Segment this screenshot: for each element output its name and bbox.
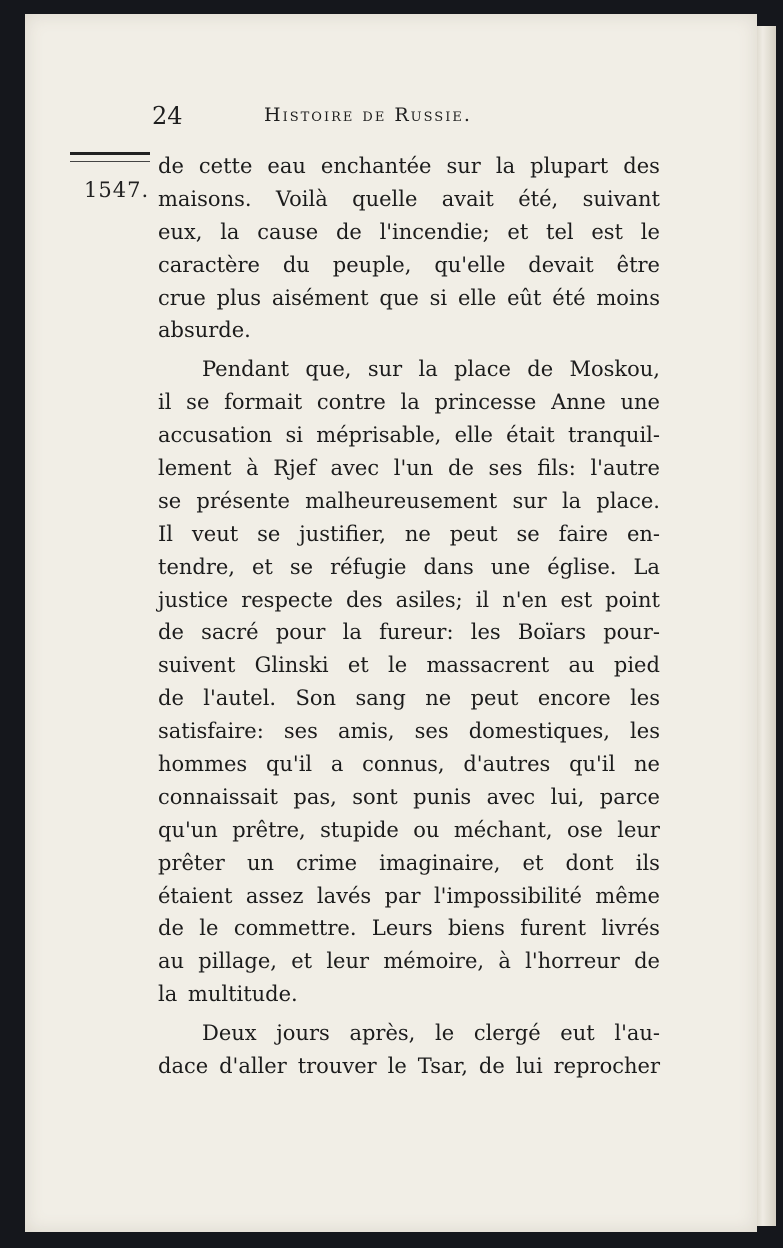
word: lavés <box>316 883 372 908</box>
word: les <box>630 686 660 711</box>
word: reprocher <box>553 1054 660 1079</box>
word: quelle <box>352 186 418 211</box>
word: pas, <box>293 784 337 809</box>
word: du <box>282 252 310 277</box>
word: étaient <box>158 883 233 908</box>
text-line <box>158 912 660 945</box>
word: ou <box>413 817 440 842</box>
word: massacrent <box>426 653 550 678</box>
word: est <box>560 587 593 612</box>
word: fureur: <box>379 620 454 645</box>
word: des <box>623 154 660 178</box>
word: qu'il <box>569 752 616 777</box>
word: suivent <box>158 653 236 678</box>
word: asiles; <box>395 587 463 612</box>
word: méprisable, <box>316 423 442 448</box>
word: de <box>158 620 184 645</box>
word: lui <box>515 1054 543 1079</box>
word: stupide <box>320 817 399 842</box>
word: n'en <box>502 587 548 612</box>
text-line: absurde. <box>158 318 251 343</box>
word: Pendant <box>202 357 290 382</box>
text-line <box>158 282 660 315</box>
word: et <box>291 949 313 974</box>
word: amis, <box>337 719 395 744</box>
text-line <box>158 814 660 847</box>
word: crime <box>296 850 358 875</box>
word: parce <box>599 784 660 809</box>
word: malheureusement <box>305 488 498 513</box>
word: la <box>220 219 240 244</box>
text-line <box>158 452 660 485</box>
text-line <box>158 616 660 649</box>
word: maisons. <box>158 186 252 211</box>
text-line <box>158 945 660 978</box>
text-line <box>158 880 660 913</box>
word: était <box>506 423 555 448</box>
word: Voilà <box>275 186 328 211</box>
word: enchantée <box>320 154 432 178</box>
word: biens <box>448 916 505 941</box>
word: pour <box>275 620 326 645</box>
word: pour- <box>603 620 660 645</box>
word: eau <box>267 154 306 178</box>
text-line <box>158 781 660 814</box>
word: sur <box>512 488 547 513</box>
word: être <box>616 252 660 277</box>
word: Moskou, <box>569 357 660 382</box>
page-number: 24 <box>152 102 183 130</box>
text-line <box>158 682 660 715</box>
word: satisfaire: <box>158 719 264 744</box>
word: peut <box>449 521 498 546</box>
word: jours <box>276 1021 330 1046</box>
word: dont <box>565 850 614 875</box>
word: de <box>448 456 474 481</box>
word: est <box>591 219 623 244</box>
word: il <box>475 587 490 612</box>
word: justifier, <box>299 521 386 546</box>
text-line <box>158 847 660 880</box>
word: réfugie <box>330 554 407 579</box>
word: eût <box>507 285 542 310</box>
word: connus, <box>362 752 445 777</box>
word: méchant, <box>453 817 553 842</box>
word: aisément <box>271 285 369 310</box>
word: sang <box>355 686 406 711</box>
word: avait <box>441 186 494 211</box>
word: eut <box>560 1021 595 1046</box>
word: les <box>630 719 660 744</box>
word: encore <box>537 686 611 711</box>
word: la <box>495 154 516 178</box>
word: respecte <box>241 587 333 612</box>
text-line <box>158 249 660 282</box>
word: eux, <box>158 219 203 244</box>
text-line <box>158 386 660 419</box>
word: un <box>246 850 275 875</box>
word: place <box>454 357 511 382</box>
word: assez <box>245 883 304 908</box>
word: punis <box>413 784 472 809</box>
text-line: la multitude. <box>158 982 298 1007</box>
word: après, <box>349 1021 416 1046</box>
word: à <box>246 456 259 481</box>
word: l'au- <box>614 1021 660 1046</box>
word: elle <box>454 423 493 448</box>
word: la <box>418 357 438 382</box>
word: La <box>633 554 660 579</box>
running-title: Histoire de Russie. <box>264 104 472 126</box>
text-line <box>158 649 660 682</box>
word: le <box>199 916 219 941</box>
text-line <box>158 150 660 183</box>
word: l'impossibilité <box>433 883 582 908</box>
word: l'autel. <box>203 686 277 711</box>
word: suivant <box>582 186 660 211</box>
word: ose <box>567 817 603 842</box>
word: église. <box>547 554 617 579</box>
word: et <box>252 554 273 579</box>
word: commettre. <box>233 916 357 941</box>
text-line <box>158 216 660 249</box>
word: ne <box>404 521 431 546</box>
margin-year: 1547. <box>84 178 150 202</box>
text-line <box>158 748 660 781</box>
word: avec <box>486 784 536 809</box>
word: le <box>388 653 408 678</box>
word: au <box>568 653 595 678</box>
word: une <box>620 390 660 415</box>
word: que, <box>305 357 352 382</box>
word: tranquil- <box>567 423 660 448</box>
paragraph <box>158 353 660 1011</box>
word: se <box>158 488 182 513</box>
word: Boïars <box>517 620 586 645</box>
word: été, <box>518 186 559 211</box>
word: plupart <box>530 154 609 178</box>
word: d'autres <box>463 752 551 777</box>
word: Tsar, <box>417 1054 468 1079</box>
word: été <box>552 285 586 310</box>
word: ne <box>425 686 452 711</box>
paragraph <box>158 1017 660 1083</box>
word: fils: <box>537 456 576 481</box>
word: le <box>640 219 660 244</box>
word: Deux <box>202 1021 257 1046</box>
word: peuple, <box>332 252 412 277</box>
word: présente <box>196 488 290 513</box>
text-line <box>158 584 660 617</box>
word: en- <box>626 521 660 546</box>
word: si <box>285 423 303 448</box>
word: de <box>527 357 554 382</box>
word: imaginaire, <box>379 850 501 875</box>
word: la <box>400 390 420 415</box>
word: l'autre <box>590 456 660 481</box>
word: domestiques, <box>468 719 610 744</box>
paragraph <box>158 150 660 347</box>
word: Glinski <box>254 653 329 678</box>
word: au <box>158 949 185 974</box>
word: qu'un <box>158 817 218 842</box>
text-line <box>158 485 660 518</box>
word: moins <box>596 285 660 310</box>
word: faire <box>558 521 609 546</box>
word: place. <box>596 488 660 513</box>
word: sacré <box>201 620 259 645</box>
body-text <box>158 150 660 1083</box>
word: peut <box>470 686 519 711</box>
word: leur <box>617 817 660 842</box>
word: si <box>429 285 448 310</box>
word: prêter <box>158 850 225 875</box>
word: hommes <box>158 752 248 777</box>
word: d'aller <box>219 1054 287 1079</box>
word: tendre, <box>158 554 235 579</box>
word: tel <box>546 219 574 244</box>
word: et <box>522 850 544 875</box>
word: furent <box>520 916 587 941</box>
word: sur <box>446 154 481 178</box>
word: des <box>345 587 383 612</box>
word: la <box>561 488 582 513</box>
word: qu'elle <box>434 252 506 277</box>
word: livrés <box>601 916 660 941</box>
word: une <box>490 554 531 579</box>
word: ils <box>635 850 660 875</box>
word: princesse <box>434 390 537 415</box>
word: elle <box>457 285 497 310</box>
word: clergé <box>473 1021 541 1046</box>
word: ses <box>414 719 449 744</box>
text-line <box>158 715 660 748</box>
word: pied <box>613 653 660 678</box>
word: que <box>379 285 419 310</box>
word: se <box>257 521 281 546</box>
word: ses <box>283 719 318 744</box>
word: même <box>595 883 660 908</box>
section-rule <box>70 152 150 162</box>
word: contre <box>316 390 386 415</box>
word: sont <box>352 784 398 809</box>
word: ne <box>634 752 660 777</box>
word: leur <box>326 949 370 974</box>
word: de <box>158 686 184 711</box>
word: à <box>498 949 511 974</box>
word: pillage, <box>198 949 277 974</box>
page-header <box>152 102 612 132</box>
word: l'incendie; <box>379 219 490 244</box>
word: cette <box>198 154 253 178</box>
word: devait <box>528 252 594 277</box>
text-line <box>158 1017 660 1050</box>
text-line <box>158 183 660 216</box>
word: qu'il <box>265 752 313 777</box>
word: Son <box>295 686 337 711</box>
word: se <box>516 521 540 546</box>
word: de <box>478 1054 505 1079</box>
word: justice <box>158 587 229 612</box>
word: a <box>330 752 344 777</box>
word: la <box>342 620 362 645</box>
word: cause <box>257 219 319 244</box>
word: se <box>186 390 210 415</box>
text-line <box>158 353 660 386</box>
word: de <box>335 219 362 244</box>
word: point <box>605 587 660 612</box>
word: et <box>347 653 369 678</box>
word: les <box>470 620 501 645</box>
word: avec <box>330 456 380 481</box>
word: connaissait <box>158 784 278 809</box>
word: l'horreur <box>525 949 620 974</box>
word: Rjef <box>273 456 316 481</box>
word: accusation <box>158 423 273 448</box>
word: formait <box>224 390 303 415</box>
word: dace <box>158 1054 209 1079</box>
word: se <box>289 554 314 579</box>
word: prêtre, <box>232 817 306 842</box>
word: il <box>158 390 172 415</box>
word: de <box>634 949 660 974</box>
word: de <box>158 916 184 941</box>
text-line <box>158 419 660 452</box>
word: de <box>158 154 184 178</box>
word: veut <box>191 521 239 546</box>
word: ses <box>488 456 523 481</box>
word: dans <box>423 554 474 579</box>
word: Leurs <box>371 916 433 941</box>
word: plus <box>216 285 262 310</box>
word: l'un <box>393 456 434 481</box>
word: sur <box>367 357 403 382</box>
word: le <box>387 1054 407 1079</box>
word: par <box>384 883 421 908</box>
word: caractère <box>158 252 260 277</box>
word: le <box>435 1021 455 1046</box>
word: lui, <box>550 784 585 809</box>
text-line <box>158 551 660 584</box>
word: Anne <box>551 390 606 415</box>
word: mémoire, <box>383 949 485 974</box>
word: lement <box>158 456 232 481</box>
word: trouver <box>297 1054 377 1079</box>
text-line <box>158 1050 660 1083</box>
text-line <box>158 518 660 551</box>
word: et <box>507 219 529 244</box>
word: Il <box>158 521 174 546</box>
word: crue <box>158 285 206 310</box>
